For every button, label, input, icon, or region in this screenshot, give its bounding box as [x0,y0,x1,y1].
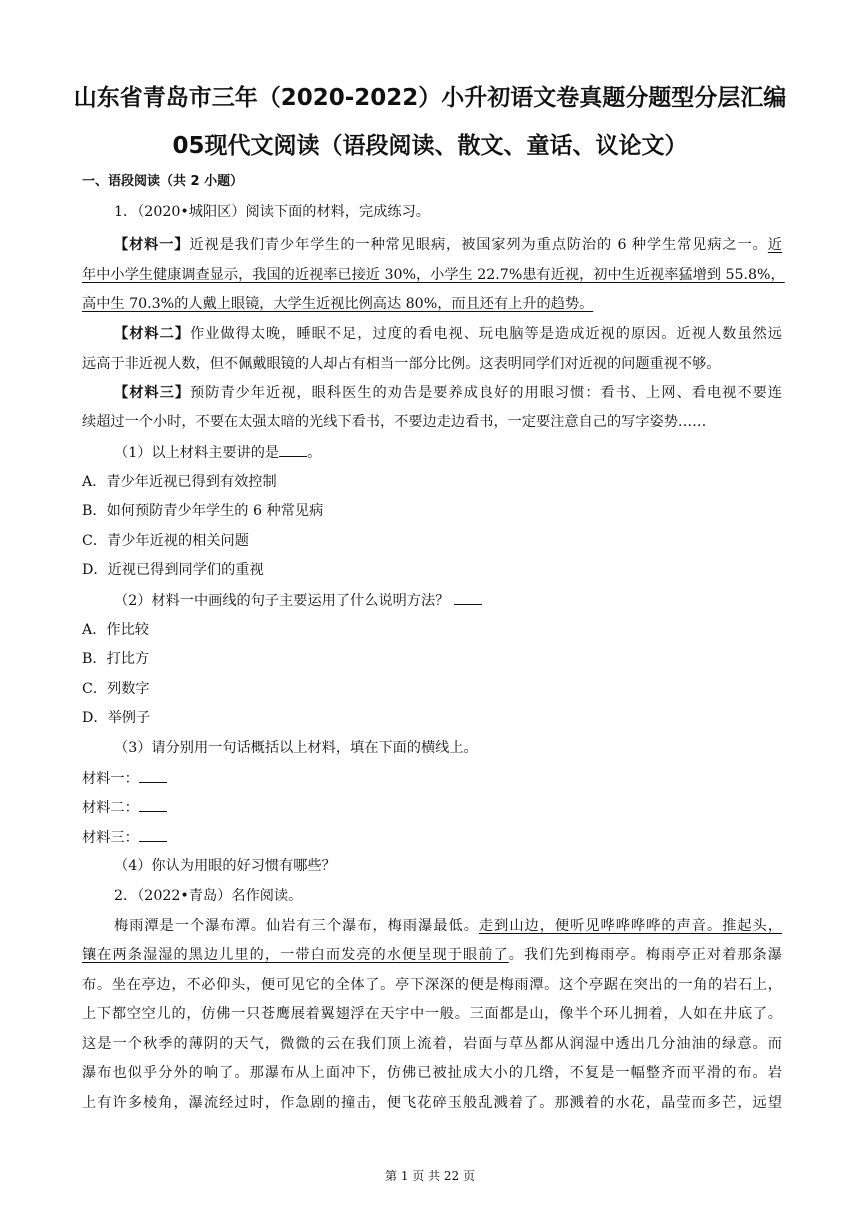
section-heading: 一、语段阅读（共 2 小题） [82,174,244,189]
passage-text: 。我们先到梅雨亭。梅雨亭正对着那条瀑 [508,947,782,963]
material-summary-label: 材料一： [82,771,139,787]
passage-line-6: 瀑布也似乎分外的响了。那瀑布从上面冲下，仿佛已被扯成大小的几绺，不复是一幅整齐而平滑的布。岩 [82,1065,782,1081]
material-2-text: 作业做得太晚，睡眠不足，过度的看电视、玩电脑等是造成近视的原因。近视人数虽然远 [190,326,782,342]
option-c: C．列数字 [82,681,150,697]
material-3-line-2: 续超过一个小时，不要在太强太暗的光线下看书，不要边走边看书，一定要注意自己的写字姿势…… [82,414,707,430]
option-a: A．青少年近视已得到有效控制 [82,474,277,490]
passage-text: 梅雨潭是一个瀑布潭。仙岩有三个瀑布，梅雨瀑最低。 [114,918,479,934]
question-1-heading: 1．（2020•城阳区）阅读下面的材料，完成练习。 [114,204,430,220]
material-summary-3 [82,827,782,848]
passage-underlined: 走到山边，便听见哗哗哗哗的声音。推起头， [478,918,782,934]
answer-blank[interactable] [139,827,167,842]
material-1-underlined: 近 [767,237,782,253]
sub-question-1-period: 。 [307,445,322,461]
passage-line-1 [114,916,782,936]
material-2-line-1 [114,324,782,344]
material-summary-label: 材料二： [82,800,139,816]
material-summary-1 [82,768,782,789]
passage-line-4: 上下都空空儿的，仿佛一只苍鹰展着翼翅浮在天宇中一般。三面都是山，像半个环儿拥着，人如在井底了。 [82,1006,782,1022]
option-d: D．近视已得到同学们的重视 [82,562,264,578]
answer-blank[interactable] [139,768,167,783]
material-1-line-3 [82,294,782,314]
material-3-tag: 【材料三】 [114,385,191,401]
passage-line-2 [82,945,782,965]
option-d: D．举例子 [82,710,151,726]
option-b: B．打比方 [82,651,150,667]
passage-line-3: 布。坐在亭边，不必仰头，便可见它的全体了。亭下深深的便是梅雨潭。这个亭踞在突出的一角的岩石上， [82,977,782,993]
sub-question-2-text: （2）材料一中画线的句子主要运用了什么说明方法？ [114,593,450,609]
sub-question-1 [114,442,782,463]
material-2-line-2: 远高于非近视人数，但不佩戴眼镜的人却占有相当一部分比例。这表明同学们对近视的问题重视不够。 [82,356,721,372]
question-2-heading: 2．（2022•青岛）名作阅读。 [114,888,303,904]
material-1-underlined: 年中小学生健康调查显示，我国的近视率已接近 30%，小学生 22.7%患有近视，初中生近视率猛增到 55.8%， [82,267,785,283]
document-title-line-1: 山东省青岛市三年（2020-2022）小升初语文卷真题分题型分层汇编 [73,85,787,111]
material-1-tag: 【材料一】 [114,237,190,253]
option-b: B．如何预防青少年学生的 6 种常见病 [82,503,324,519]
material-1-underlined: 高中生 70.3%的人戴上眼镜，大学生近视比例高达 80%，而且还有上升的趋势。 [82,296,594,312]
material-1-line-1 [114,235,782,255]
material-1-text: 近视是我们青少年学生的一种常见眼病，被国家列为重点防治的 6 种学生常见病之一。 [189,237,768,253]
option-c: C．青少年近视的相关问题 [82,533,249,549]
answer-blank[interactable] [279,442,307,457]
material-3-line-1 [114,383,782,403]
option-a: A．作比较 [82,622,149,638]
material-2-tag: 【材料二】 [114,326,191,342]
page-footer: 第 1 页 共 22 页 [385,1169,475,1183]
material-summary-label: 材料三： [82,830,139,846]
material-3-text: 预防青少年近视，眼科医生的劝告是要养成良好的用眼习惯：看书、上网、看电视不要连 [190,385,782,401]
passage-line-5: 这是一个秋季的薄阴的天气，微微的云在我们顶上流着，岩面与草丛都从润湿中透出几分油油的绿意。而 [82,1036,782,1052]
passage-line-7: 上有许多棱角，瀑流经过时，作急剧的撞击，便飞花碎玉般乱溅着了。那溅着的水花，晶莹而多芒，远望 [82,1095,782,1111]
sub-question-1-text: （1）以上材料主要讲的是 [114,445,280,461]
material-1-line-2 [82,265,785,285]
answer-blank[interactable] [454,590,482,605]
sub-question-4: （4）你认为用眼的好习惯有哪些？ [114,858,336,874]
sub-question-2 [114,590,782,611]
answer-blank[interactable] [139,797,167,812]
sub-question-3: （3）请分别用一句话概括以上材料，填在下面的横线上。 [114,740,478,756]
material-summary-2 [82,797,782,818]
document-title-line-2: 05现代文阅读（语段阅读、散文、童话、议论文） [172,133,688,159]
passage-underlined: 镶在两条湿湿的黑边儿里的，一带白而发亮的水便呈现于眼前了 [82,947,509,963]
